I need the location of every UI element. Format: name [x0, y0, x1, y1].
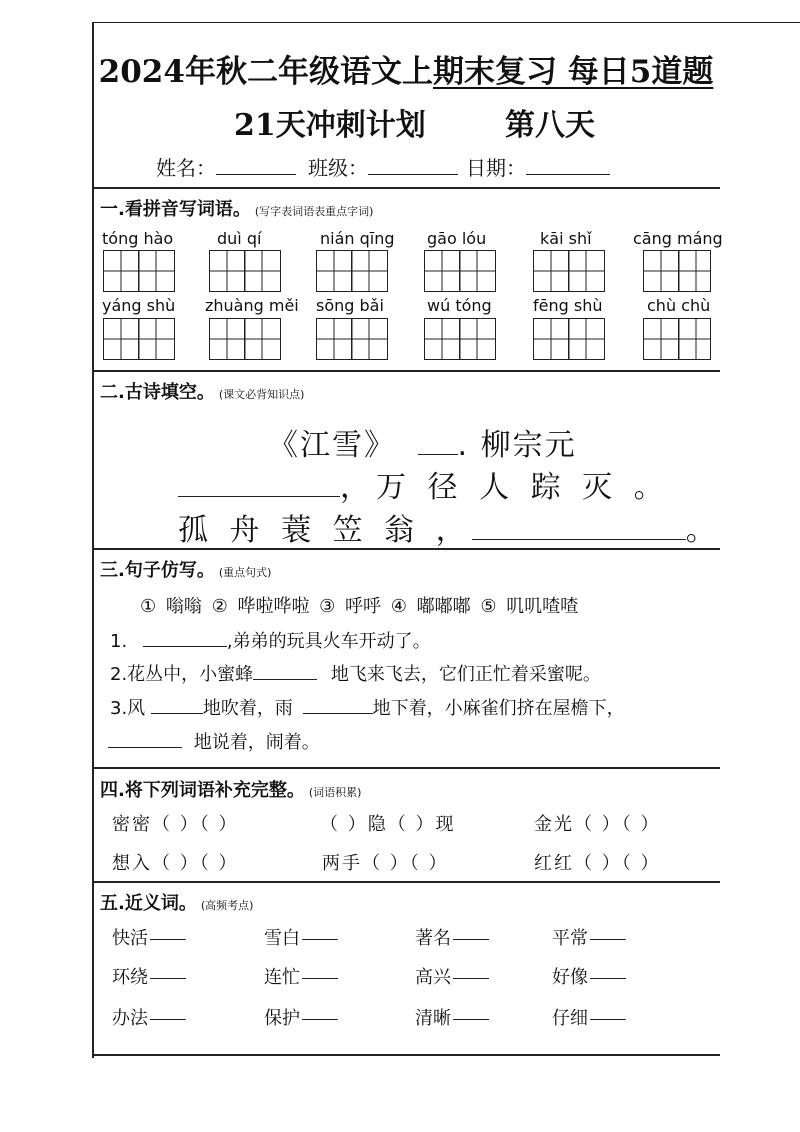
- section-5-heading: 五.近义词。 (高频考点): [100, 893, 254, 914]
- synonym-item[interactable]: 好像: [552, 963, 626, 989]
- idiom-fill[interactable]: （ ）隐（ ）现: [320, 814, 456, 835]
- date-blank[interactable]: [526, 160, 610, 175]
- idiom-fill[interactable]: 红红（ ）（ ）: [534, 853, 661, 874]
- writing-grid[interactable]: [316, 250, 388, 292]
- sentence-2-blank[interactable]: [253, 665, 317, 680]
- name-blank[interactable]: [216, 160, 296, 175]
- writing-grid[interactable]: [643, 318, 711, 360]
- bottom-border: [92, 1054, 720, 1056]
- sentence-3-continued: 地说着，闹着。: [108, 728, 320, 754]
- dynasty-blank[interactable]: [418, 430, 458, 455]
- synonym-item[interactable]: 仔细: [552, 1004, 626, 1030]
- pinyin-label: zhuàng měi: [205, 296, 299, 315]
- divider: [92, 187, 720, 189]
- section-4-heading: 四.将下列词语补充完整。 (词语积累): [100, 780, 362, 801]
- pinyin-label: chù chù: [647, 296, 711, 315]
- class-field[interactable]: 班级：: [308, 152, 458, 181]
- section-1-heading: 一.看拼音写词语。 (写字表词语表重点字词): [100, 199, 374, 220]
- synonym-item[interactable]: 雪白: [264, 924, 338, 950]
- pinyin-label: gāo lóu: [427, 229, 487, 248]
- pinyin-label: yáng shù: [102, 296, 176, 315]
- pinyin-label: cāng máng: [633, 229, 723, 248]
- class-blank[interactable]: [368, 160, 458, 175]
- pinyin-label: kāi shǐ: [540, 229, 592, 248]
- synonym-item[interactable]: 清晰: [415, 1004, 489, 1030]
- pinyin-label: tóng hào: [102, 229, 174, 248]
- writing-grid[interactable]: [209, 250, 281, 292]
- poem-line-2: 孤 舟 蓑 笠 翁 ， 。: [178, 513, 722, 548]
- synonym-item[interactable]: 著名: [415, 924, 489, 950]
- sentence-3-blank-2[interactable]: [303, 699, 373, 714]
- writing-grid[interactable]: [643, 250, 711, 292]
- pinyin-label: duì qí: [217, 229, 262, 248]
- worksheet-title: 2024年秋二年级语文上期末复习 每日5道题: [98, 54, 714, 90]
- sentence-3-blank-1[interactable]: [151, 699, 203, 714]
- writing-grid[interactable]: [533, 318, 605, 360]
- writing-grid[interactable]: [424, 250, 496, 292]
- synonym-item[interactable]: 保护: [264, 1004, 338, 1030]
- idiom-fill[interactable]: 密密（ ）（ ）: [112, 814, 239, 835]
- pinyin-label: sōng bǎi: [316, 296, 384, 315]
- sentence-1-blank[interactable]: [143, 632, 227, 647]
- idiom-fill[interactable]: 金光（ ）（ ）: [534, 814, 661, 835]
- idiom-fill[interactable]: 想入（ ）（ ）: [112, 853, 239, 874]
- onomatopoeia-options: ① 嗡嗡 ② 哗啦哗啦 ③ 呼呼 ④ 嘟嘟嘟 ⑤ 叽叽喳喳: [140, 596, 579, 617]
- writing-grid[interactable]: [209, 318, 281, 360]
- section-2-heading: 二.古诗填空。 (课文必背知识点): [100, 382, 305, 403]
- poem-blank-2[interactable]: [472, 513, 686, 540]
- subtitle-day: 第八天: [505, 108, 595, 143]
- synonym-item[interactable]: 平常: [552, 924, 626, 950]
- divider: [92, 548, 720, 550]
- name-field[interactable]: 姓名：: [156, 152, 296, 181]
- poem-line-1: ，万 径 人 踪 灭 。: [178, 462, 670, 506]
- sentence-3: 3.风 地吹着，雨 地下着，小麻雀们挤在屋檐下，: [110, 698, 625, 719]
- synonym-item[interactable]: 高兴: [415, 963, 489, 989]
- pinyin-label: nián qīng: [320, 229, 395, 248]
- sentence-2: 2.花丛中，小蜜蜂 地飞来飞去，它们正忙着采蜜呢。: [110, 664, 601, 685]
- subtitle-plan: 21天冲刺计划: [234, 108, 426, 143]
- synonym-item[interactable]: 连忙: [264, 963, 338, 989]
- divider: [92, 370, 720, 372]
- sentence-3-blank-3[interactable]: [108, 733, 182, 748]
- pinyin-label: wú tóng: [427, 296, 492, 315]
- pinyin-label: fēng shù: [533, 296, 603, 315]
- writing-grid[interactable]: [316, 318, 388, 360]
- writing-grid[interactable]: [103, 250, 175, 292]
- sentence-1: 1. ,弟弟的玩具火车开动了。: [110, 631, 431, 652]
- date-field[interactable]: 日期：: [466, 152, 610, 181]
- synonym-item[interactable]: 办法: [112, 1004, 186, 1030]
- section-3-heading: 三.句子仿写。 (重点句式): [100, 560, 272, 581]
- poem-blank-1[interactable]: [178, 470, 340, 497]
- writing-grid[interactable]: [103, 318, 175, 360]
- poem-title-line: 《江雪》 . 柳宗元: [268, 428, 577, 463]
- writing-grid[interactable]: [533, 250, 605, 292]
- idiom-fill[interactable]: 两手（ ）（ ）: [322, 853, 449, 874]
- divider: [92, 767, 720, 769]
- synonym-item[interactable]: 环绕: [112, 963, 186, 989]
- divider: [92, 881, 720, 883]
- writing-grid[interactable]: [424, 318, 496, 360]
- synonym-item[interactable]: 快活: [112, 924, 186, 950]
